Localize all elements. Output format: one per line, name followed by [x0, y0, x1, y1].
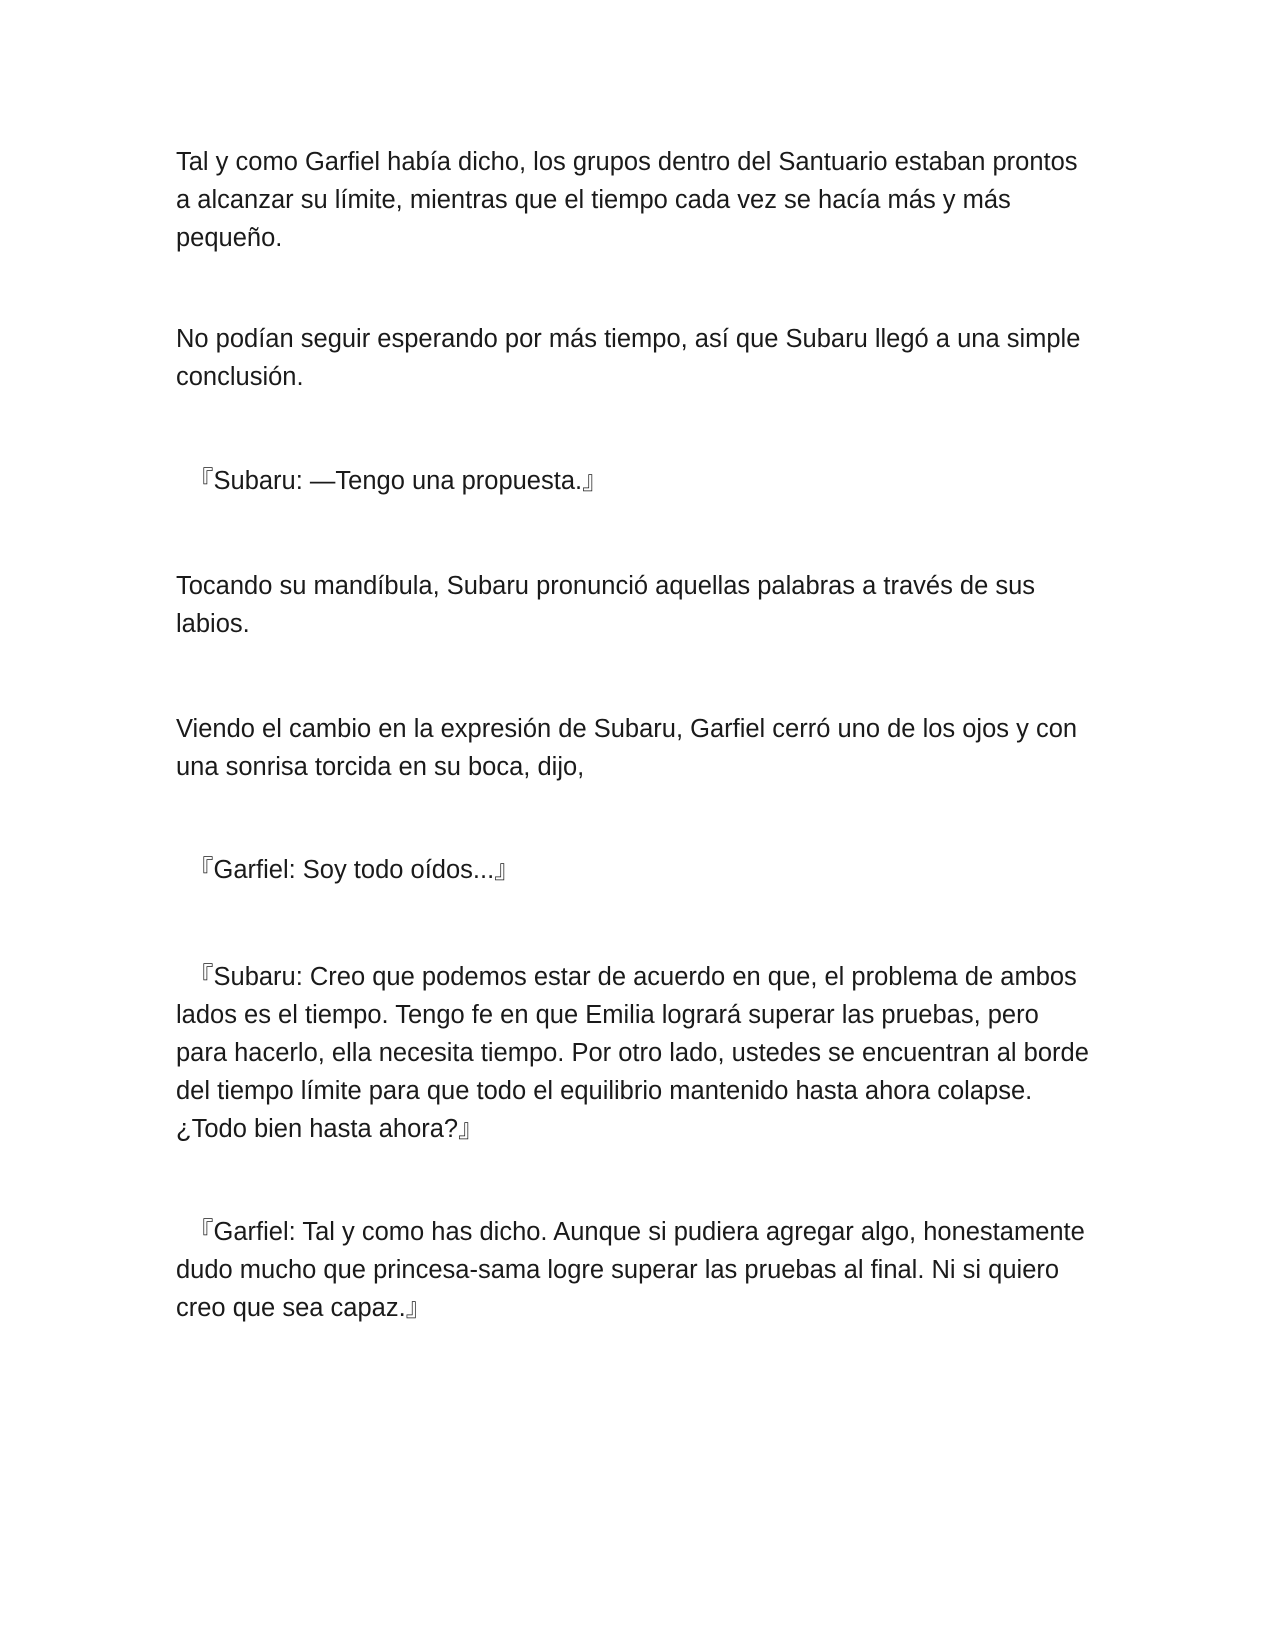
dialogue-garfiel-listening: 『Garfiel: Soy todo oídos...』	[188, 856, 520, 884]
dialogue-subaru-proposal: 『Subaru: —Tengo una propuesta.』	[188, 467, 608, 495]
narration-paragraph-1: Tal y como Garfiel había dicho, los grupos dentro del Santuario estaban prontos a alcanzar su límite, mientras que el tiempo cada vez se hacía más y más pequeño.	[176, 148, 1078, 252]
narration-paragraph-2: No podían seguir esperando por más tiempo, así que Subaru llegó a una simple conclusión.	[176, 325, 1081, 391]
narration-paragraph-4: Viendo el cambio en la expresión de Subaru, Garfiel cerró uno de los ojos y con una sonrisa torcida en su boca, dijo,	[176, 715, 1078, 781]
narration-paragraph-3: Tocando su mandíbula, Subaru pronunció aquellas palabras a través de sus labios.	[176, 572, 1036, 638]
dialogue-subaru-explanation: 『Subaru: Creo que podemos estar de acuerdo en que, el problema de ambos lados es el tiempo. Tengo fe en que Emilia logrará superar las pruebas, pero para hacerlo, ella necesita tiempo. Por otro lado, ustedes se encuentran al borde del tiempo límite para que todo el equilibrio mantenido hasta ahora colapse. ¿Todo bien hasta ahora?』	[176, 963, 1089, 1143]
dialogue-garfiel-reply: 『Garfiel: Tal y como has dicho. Aunque si pudiera agregar algo, honestamente dudo mucho que princesa-sama logre superar las pruebas al final. Ni si quiero creo que sea capaz.』	[176, 1218, 1085, 1322]
